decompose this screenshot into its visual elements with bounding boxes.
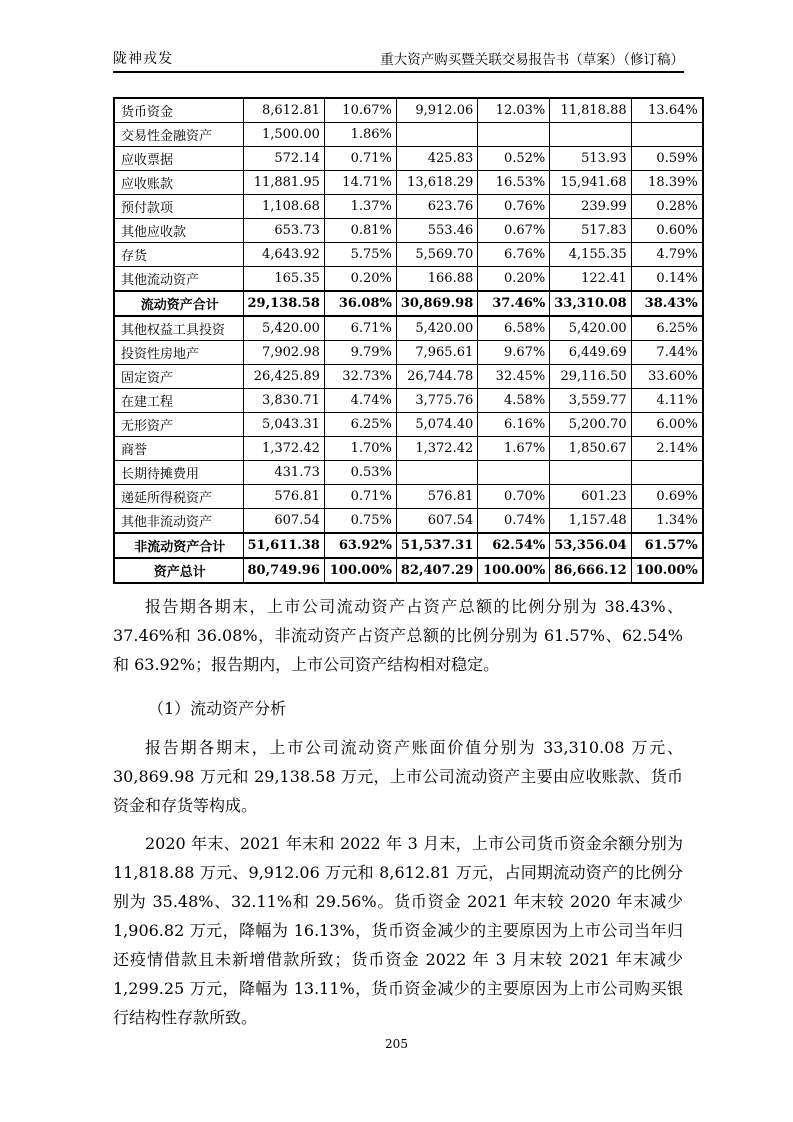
table-cell: 4,155.35 — [550, 243, 631, 267]
table-cell: 29,138.58 — [243, 291, 324, 316]
table-cell — [631, 461, 703, 485]
table-cell: 100.00% — [478, 558, 550, 583]
table-row — [114, 171, 703, 195]
table-cell: 1.70% — [324, 437, 396, 461]
table-cell: 1,108.68 — [243, 195, 324, 219]
table-cell: 14.71% — [324, 171, 396, 195]
table-cell: 1.86% — [324, 123, 396, 147]
row-label: 流动资产合计 — [114, 291, 243, 316]
row-label: 其他应收款 — [114, 219, 243, 243]
table-cell: 7.44% — [631, 341, 703, 365]
table-cell: 100.00% — [324, 558, 396, 583]
table-cell: 9.67% — [478, 341, 550, 365]
row-label: 商誉 — [114, 437, 243, 461]
table-cell: 601.23 — [550, 485, 631, 509]
table-cell: 1.34% — [631, 509, 703, 534]
table-cell: 5,420.00 — [550, 316, 631, 341]
row-label: 投资性房地产 — [114, 341, 243, 365]
table-cell: 239.99 — [550, 195, 631, 219]
table-cell: 9,912.06 — [396, 98, 477, 123]
table-row — [114, 341, 703, 365]
table-row — [114, 509, 703, 534]
table-cell: 86,666.12 — [550, 558, 631, 583]
table-cell: 0.67% — [478, 219, 550, 243]
table-cell: 1.67% — [478, 437, 550, 461]
body-text — [113, 592, 683, 1041]
table-cell: 0.81% — [324, 219, 396, 243]
table-cell: 5,043.31 — [243, 413, 324, 437]
table-cell: 1,500.00 — [243, 123, 324, 147]
table-cell: 607.54 — [243, 509, 324, 534]
table-cell: 18.39% — [631, 171, 703, 195]
table-cell: 0.71% — [324, 147, 396, 171]
table-row — [114, 195, 703, 219]
table-cell: 517.83 — [550, 219, 631, 243]
table-cell: 0.52% — [478, 147, 550, 171]
table-cell: 0.76% — [478, 195, 550, 219]
page-number: 205 — [385, 1037, 408, 1051]
table-cell — [550, 123, 631, 147]
table-cell: 7,965.61 — [396, 341, 477, 365]
table-cell: 6.25% — [631, 316, 703, 341]
table-cell: 11,818.88 — [550, 98, 631, 123]
table-cell: 5.75% — [324, 243, 396, 267]
table-cell: 0.71% — [324, 485, 396, 509]
table-row — [114, 267, 703, 292]
table-cell: 63.92% — [324, 533, 396, 558]
table-cell: 122.41 — [550, 267, 631, 292]
row-label: 应收账款 — [114, 171, 243, 195]
asset-table-body — [114, 98, 703, 583]
table-cell: 53,356.04 — [550, 533, 631, 558]
table-row — [114, 123, 703, 147]
paragraph-current-assets: 报告期各期末，上市公司流动资产账面价值分别为 33,310.08 万元、30,869.98 万元和 29,138.58 万元，上市公司流动资产主要由应收账款、货币资金和存货等构成。 — [113, 738, 683, 815]
table-cell: 5,420.00 — [396, 316, 477, 341]
table-cell: 513.93 — [550, 147, 631, 171]
table-cell: 13,618.29 — [396, 171, 477, 195]
table-cell: 26,744.78 — [396, 365, 477, 389]
row-label: 递延所得税资产 — [114, 485, 243, 509]
table-cell: 623.76 — [396, 195, 477, 219]
table-cell — [631, 123, 703, 147]
table-cell: 62.54% — [478, 533, 550, 558]
table-cell: 4,643.92 — [243, 243, 324, 267]
row-label: 资产总计 — [114, 558, 243, 583]
table-cell: 36.08% — [324, 291, 396, 316]
row-label: 无形资产 — [114, 413, 243, 437]
table-cell: 0.59% — [631, 147, 703, 171]
table-cell: 0.70% — [478, 485, 550, 509]
table-cell: 5,569.70 — [396, 243, 477, 267]
table-row — [114, 291, 703, 316]
table-cell: 37.46% — [478, 291, 550, 316]
table-cell: 80,749.96 — [243, 558, 324, 583]
row-label: 固定资产 — [114, 365, 243, 389]
table-row — [114, 365, 703, 389]
table-cell: 3,830.71 — [243, 389, 324, 413]
table-cell: 6.25% — [324, 413, 396, 437]
table-cell — [396, 123, 477, 147]
table-cell: 553.46 — [396, 219, 477, 243]
table-cell: 51,611.38 — [243, 533, 324, 558]
table-cell: 13.64% — [631, 98, 703, 123]
table-cell: 576.81 — [243, 485, 324, 509]
table-cell: 6.76% — [478, 243, 550, 267]
paragraph-cash-analysis: 2020 年末、2021 年末和 2022 年 3 月末，上市公司货币资金余额分别为 11,818.88 万元、9,912.06 万元和 8,612.81 万元，占同期流动资产的比例分别为 35.48%、32.11%和 29.56%。货币资金 2021 年末较 2020 年末减少 1,906.82 万元，降幅为 16.13%，货币资金减少的主要原因为上市公司当年归还疫情借款且未新增借款所致；货币资金 2022 年 3 月末较 2021 年末减少 1,299.25 万元，降幅为 13.11%，货币资金减少的主要原因为上市公司购买银行结构性存款所致。 — [113, 834, 683, 1027]
table-cell: 30,869.98 — [396, 291, 477, 316]
report-title: 重大资产购买暨关联交易报告书（草案）（修订稿） — [380, 52, 684, 68]
table-cell: 5,420.00 — [243, 316, 324, 341]
page-header — [113, 48, 684, 73]
table-cell: 5,074.40 — [396, 413, 477, 437]
table-cell: 165.35 — [243, 267, 324, 292]
table-cell: 607.54 — [396, 509, 477, 534]
table-row — [114, 243, 703, 267]
table-cell: 38.43% — [631, 291, 703, 316]
table-cell: 0.14% — [631, 267, 703, 292]
table-cell: 1,157.48 — [550, 509, 631, 534]
table-cell: 9.79% — [324, 341, 396, 365]
row-label: 其他权益工具投资 — [114, 316, 243, 341]
table-row — [114, 461, 703, 485]
table-cell: 0.20% — [478, 267, 550, 292]
table-cell: 425.83 — [396, 147, 477, 171]
table-cell — [396, 461, 477, 485]
heading-current-asset-analysis: （1）流动资产分析 — [148, 699, 287, 718]
table-cell: 1,372.42 — [243, 437, 324, 461]
table-cell: 6.58% — [478, 316, 550, 341]
table-cell: 7,902.98 — [243, 341, 324, 365]
table-row — [114, 437, 703, 461]
table-row — [114, 558, 703, 583]
table-cell: 5,200.70 — [550, 413, 631, 437]
table-cell: 32.73% — [324, 365, 396, 389]
table-row — [114, 533, 703, 558]
table-cell: 26,425.89 — [243, 365, 324, 389]
paragraph-asset-structure: 报告期各期末，上市公司流动资产占资产总额的比例分别为 38.43%、37.46%和 36.08%，非流动资产占资产总额的比例分别为 61.57%、62.54%和 63.92%；报告期内，上市公司资产结构相对稳定。 — [113, 597, 683, 674]
row-label: 其他流动资产 — [114, 267, 243, 292]
table-cell: 8,612.81 — [243, 98, 324, 123]
table-cell: 16.53% — [478, 171, 550, 195]
table-cell: 51,537.31 — [396, 533, 477, 558]
table-cell: 572.14 — [243, 147, 324, 171]
table-row — [114, 147, 703, 171]
table-cell: 3,775.76 — [396, 389, 477, 413]
table-cell: 33.60% — [631, 365, 703, 389]
table-cell: 0.20% — [324, 267, 396, 292]
table-cell: 3,559.77 — [550, 389, 631, 413]
table-row — [114, 413, 703, 437]
table-cell: 4.58% — [478, 389, 550, 413]
table-cell: 1,850.67 — [550, 437, 631, 461]
table-cell: 33,310.08 — [550, 291, 631, 316]
table-cell: 0.28% — [631, 195, 703, 219]
table-row — [114, 219, 703, 243]
row-label: 预付款项 — [114, 195, 243, 219]
table-cell: 4.11% — [631, 389, 703, 413]
table-cell: 1.37% — [324, 195, 396, 219]
table-cell: 6.16% — [478, 413, 550, 437]
table-cell: 4.74% — [324, 389, 396, 413]
table-row — [114, 316, 703, 341]
row-label: 其他非流动资产 — [114, 509, 243, 534]
table-cell: 0.69% — [631, 485, 703, 509]
table-cell: 6,449.69 — [550, 341, 631, 365]
table-cell: 82,407.29 — [396, 558, 477, 583]
table-cell — [478, 461, 550, 485]
row-label: 应收票据 — [114, 147, 243, 171]
table-cell: 6.71% — [324, 316, 396, 341]
row-label: 非流动资产合计 — [114, 533, 243, 558]
table-row — [114, 389, 703, 413]
table-cell: 15,941.68 — [550, 171, 631, 195]
table-cell: 431.73 — [243, 461, 324, 485]
table-cell: 576.81 — [396, 485, 477, 509]
table-cell: 11,881.95 — [243, 171, 324, 195]
table-cell: 166.88 — [396, 267, 477, 292]
table-cell: 12.03% — [478, 98, 550, 123]
table-cell: 1,372.42 — [396, 437, 477, 461]
table-cell: 0.53% — [324, 461, 396, 485]
table-cell: 0.74% — [478, 509, 550, 534]
table-cell: 61.57% — [631, 533, 703, 558]
table-cell — [550, 461, 631, 485]
table-cell: 0.60% — [631, 219, 703, 243]
table-cell: 653.73 — [243, 219, 324, 243]
row-label: 存货 — [114, 243, 243, 267]
table-cell — [478, 123, 550, 147]
table-cell: 100.00% — [631, 558, 703, 583]
row-label: 长期待摊费用 — [114, 461, 243, 485]
row-label: 货币资金 — [114, 98, 243, 123]
table-cell: 32.45% — [478, 365, 550, 389]
table-cell: 6.00% — [631, 413, 703, 437]
table-cell: 2.14% — [631, 437, 703, 461]
table-row — [114, 485, 703, 509]
row-label: 在建工程 — [114, 389, 243, 413]
table-cell: 0.75% — [324, 509, 396, 534]
table-cell: 10.67% — [324, 98, 396, 123]
table-cell: 4.79% — [631, 243, 703, 267]
asset-structure-table — [113, 97, 704, 584]
company-name: 陇神戎发 — [113, 51, 173, 67]
table-row — [114, 98, 703, 123]
row-label: 交易性金融资产 — [114, 123, 243, 147]
table-cell: 29,116.50 — [550, 365, 631, 389]
